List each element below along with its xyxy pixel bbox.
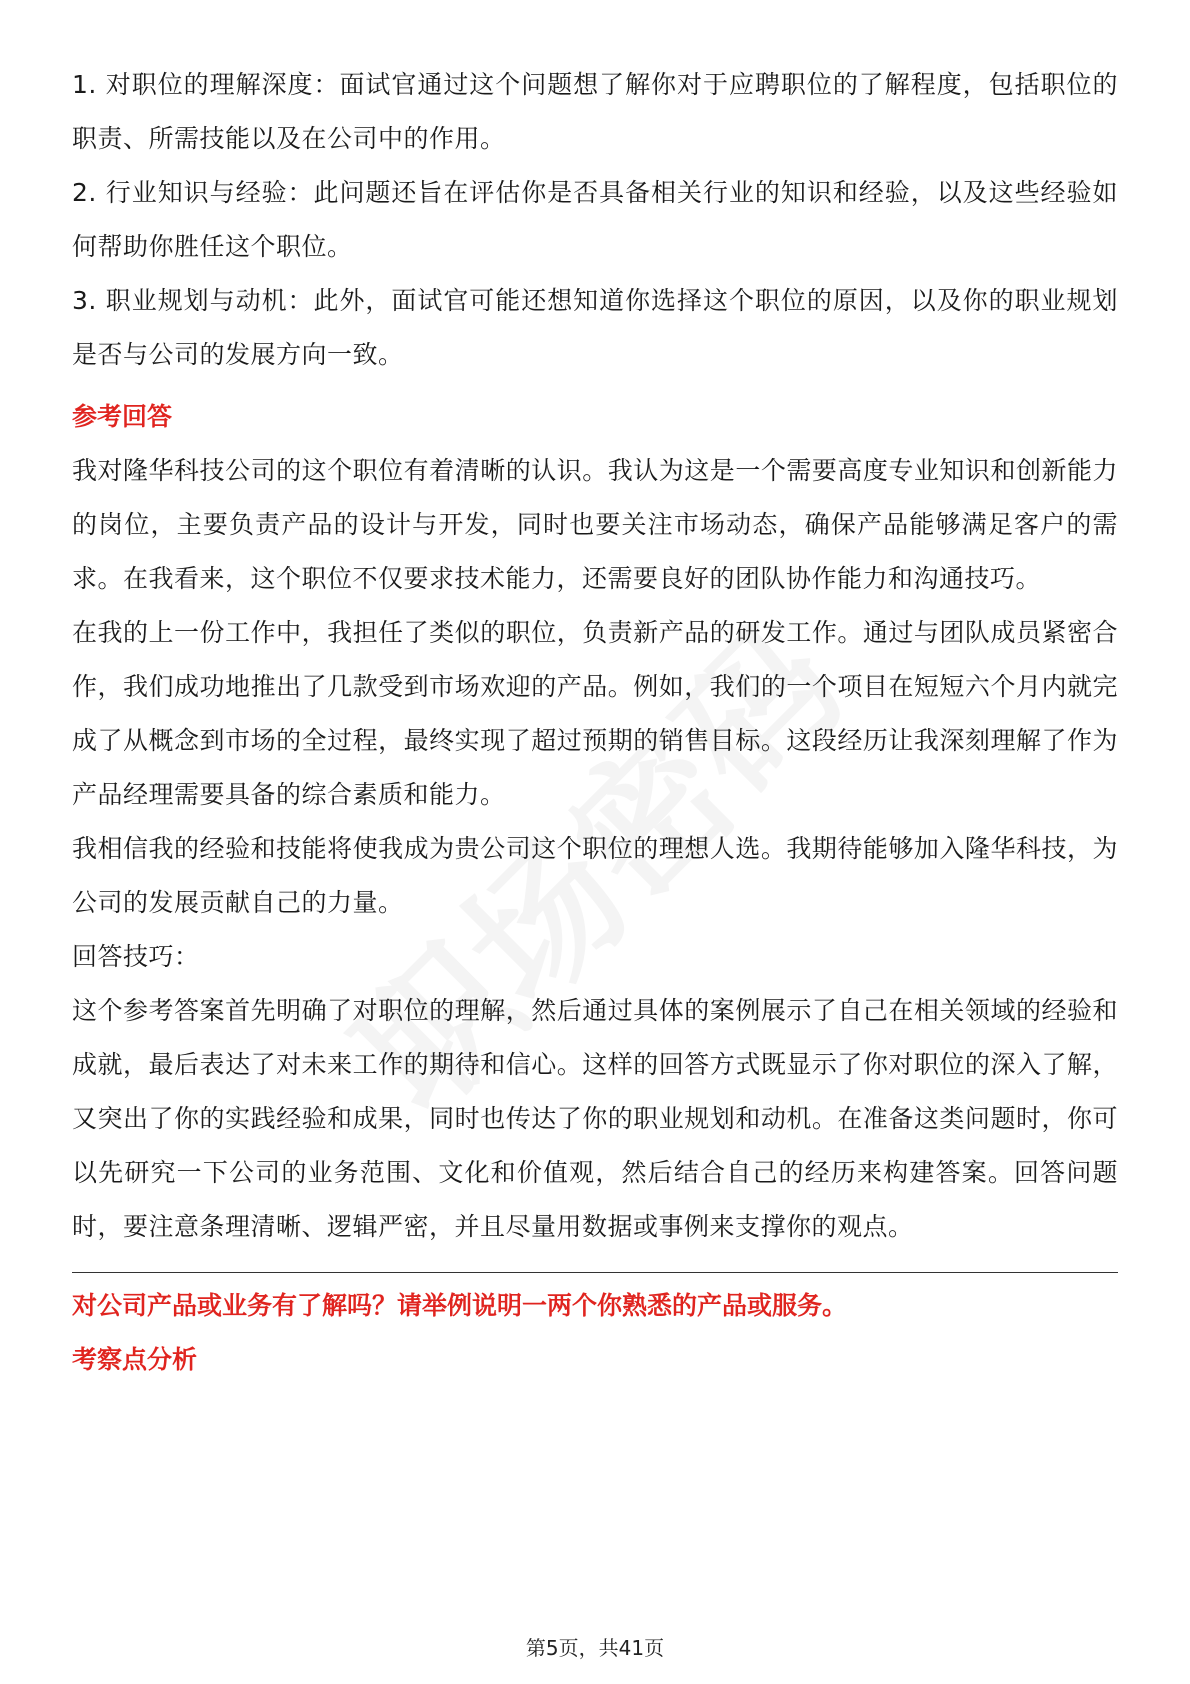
point-2: 2. 行业知识与经验：此问题还旨在评估你是否具备相关行业的知识和经验，以及这些经验如何帮助你胜任这个职位。 [72, 178, 1118, 261]
analysis-heading: 考察点分析 [72, 1345, 198, 1374]
reference-paragraph-3: 我相信我的经验和技能将使我成为贵公司这个职位的理想人选。我期待能够加入隆华科技，为公司的发展贡献自己的力量。 [72, 834, 1118, 917]
tips-label: 回答技巧： [72, 942, 200, 971]
section-divider [72, 1272, 1118, 1273]
reference-paragraph-1: 我对隆华科技公司的这个职位有着清晰的认识。我认为这是一个需要高度专业知识和创新能力的岗位，主要负责产品的设计与开发，同时也要关注市场动态，确保产品能够满足客户的需求。在我看来，这个职位不仅要求技术能力，还需要良好的团队协作能力和沟通技巧。 [72, 456, 1118, 593]
point-1: 1. 对职位的理解深度：面试官通过这个问题想了解你对于应聘职位的了解程度，包括职位的职责、所需技能以及在公司中的作用。 [72, 70, 1118, 153]
document-body [72, 58, 1118, 1387]
point-3: 3. 职业规划与动机：此外，面试官可能还想知道你选择这个职位的原因，以及你的职业规划是否与公司的发展方向一致。 [72, 286, 1118, 369]
next-question: 对公司产品或业务有了解吗？请举例说明一两个你熟悉的产品或服务。 [72, 1291, 848, 1320]
reference-answer-heading: 参考回答 [72, 402, 173, 431]
page-number: 第5页，共41页 [525, 1636, 665, 1660]
tips-text: 这个参考答案首先明确了对职位的理解，然后通过具体的案例展示了自己在相关领域的经验和成就，最后表达了对未来工作的期待和信心。这样的回答方式既显示了你对职位的深入了解，又突出了你的实践经验和成果，同时也传达了你的职业规划和动机。在准备这类问题时，你可以先研究一下公司的业务范围、文化和价值观，然后结合自己的经历来构建答案。回答问题时，要注意条理清晰、逻辑严密，并且尽量用数据或事例来支撑你的观点。 [72, 996, 1118, 1241]
reference-paragraph-2: 在我的上一份工作中，我担任了类似的职位，负责新产品的研发工作。通过与团队成员紧密合作，我们成功地推出了几款受到市场欢迎的产品。例如，我们的一个项目在短短六个月内就完成了从概念到市场的全过程，最终实现了超过预期的销售目标。这段经历让我深刻理解了作为产品经理需要具备的综合素质和能力。 [72, 618, 1118, 809]
